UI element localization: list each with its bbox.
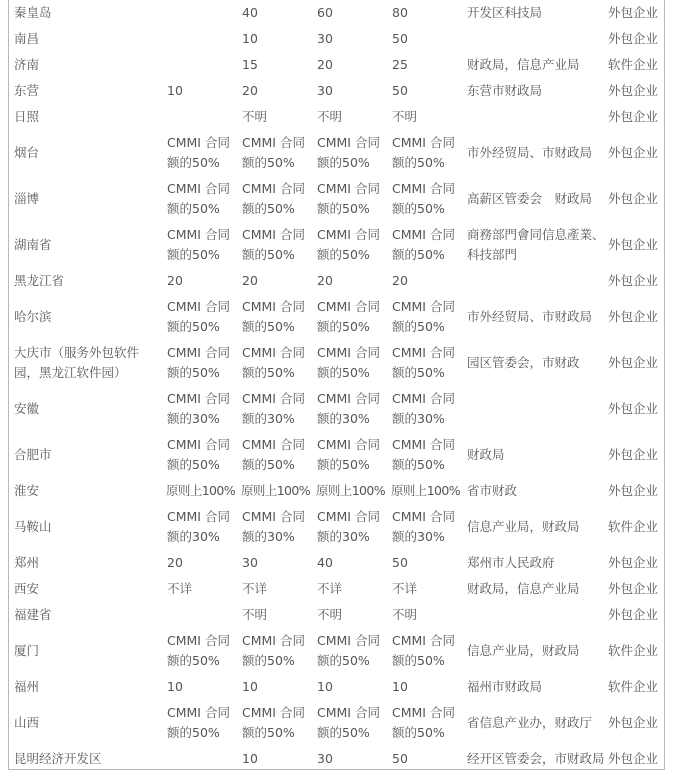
- amount-cell-2: 10: [242, 679, 258, 694]
- enterprise-type-cell: 外包企业: [608, 355, 659, 370]
- amount-cell-1: CMMI 合同额的50%: [167, 227, 230, 262]
- table-row: [9, 176, 665, 222]
- department-cell: 省市财政: [467, 483, 518, 498]
- amount-cell-2: CMMI 合同额的30%: [242, 509, 305, 544]
- department-cell: 开发区科技局: [467, 5, 543, 20]
- department-cell: 经开区管委会，市财政局: [467, 751, 605, 766]
- amount-cell-4: 50: [392, 555, 408, 570]
- amount-cell-1: CMMI 合同额的50%: [167, 299, 230, 334]
- department-cell: [463, 26, 606, 52]
- amount-cell-3: CMMI 合同额的50%: [317, 633, 380, 668]
- amount-cell-1: 10: [167, 679, 183, 694]
- amount-cell-4: 20: [392, 273, 408, 288]
- table-row: [9, 340, 665, 386]
- table-row: [9, 628, 665, 674]
- amount-cell-1: CMMI 合同额的50%: [167, 437, 230, 472]
- city-cell: 哈尔滨: [14, 309, 52, 324]
- department-cell: 信息产业局，财政局: [467, 643, 580, 658]
- amount-cell-2: CMMI 合同额的50%: [242, 227, 305, 262]
- amount-cell-3: CMMI 合同额的30%: [317, 391, 380, 426]
- city-cell: 东营: [14, 83, 40, 98]
- enterprise-type-cell: 外包企业: [608, 401, 659, 416]
- table-row: [9, 130, 665, 176]
- amount-cell-1: 20: [167, 555, 183, 570]
- amount-cell-2: CMMI 合同额的50%: [242, 633, 305, 668]
- department-cell: 商務部門會同信息產業、科技部門: [467, 227, 605, 262]
- enterprise-type-cell: 外包企业: [608, 483, 659, 498]
- city-cell: 南昌: [14, 31, 40, 46]
- amount-cell-3: CMMI 合同额的50%: [317, 135, 380, 170]
- amount-cell-2: 10: [242, 31, 258, 46]
- department-cell: [463, 104, 606, 130]
- city-cell: 日照: [14, 109, 40, 124]
- enterprise-type-cell: 外包企业: [608, 273, 659, 288]
- table-row: [9, 550, 665, 576]
- enterprise-type-cell: 外包企业: [608, 109, 659, 124]
- department-cell: 省信息产业办，财政厅: [467, 715, 593, 730]
- enterprise-type-cell: 外包企业: [608, 607, 659, 622]
- city-cell: 福州: [14, 679, 40, 694]
- amount-cell-1: CMMI 合同额的50%: [167, 633, 230, 668]
- department-cell: 市外经贸局、市财政局: [467, 145, 593, 160]
- amount-cell-4: 不明: [392, 109, 418, 124]
- amount-cell-1: [163, 26, 238, 52]
- department-cell: 财政局，信息产业局: [467, 581, 580, 596]
- enterprise-type-cell: 外包企业: [608, 309, 659, 324]
- amount-cell-2: CMMI 合同额的50%: [242, 135, 305, 170]
- table-row: [9, 432, 665, 478]
- amount-cell-2: 30: [242, 555, 258, 570]
- amount-cell-4: CMMI 合同额的30%: [392, 391, 455, 426]
- department-cell: 信息产业局，财政局: [467, 519, 580, 534]
- amount-cell-1: CMMI 合同额的30%: [167, 509, 230, 544]
- table-row: [9, 26, 665, 52]
- amount-cell-2: 10: [242, 751, 258, 766]
- table-row: [9, 478, 665, 504]
- amount-cell-2: 原则上100%: [241, 483, 311, 498]
- department-cell: 财政局: [467, 447, 505, 462]
- enterprise-type-cell: 外包企业: [608, 31, 659, 46]
- amount-cell-2: 20: [242, 83, 258, 98]
- table-row: [9, 294, 665, 340]
- enterprise-type-cell: 外包企业: [608, 145, 659, 160]
- table-row: [9, 386, 665, 432]
- department-cell: 园区管委会，市财政: [467, 355, 580, 370]
- enterprise-type-cell: 外包企业: [608, 751, 659, 766]
- enterprise-type-cell: 外包企业: [608, 237, 659, 252]
- amount-cell-4: 50: [392, 751, 408, 766]
- amount-cell-4: 80: [392, 5, 408, 20]
- enterprise-type-cell: 外包企业: [608, 447, 659, 462]
- amount-cell-1: [163, 746, 238, 772]
- amount-cell-4: 原则上100%: [391, 483, 461, 498]
- amount-cell-3: 20: [317, 273, 333, 288]
- amount-cell-3: 30: [317, 751, 333, 766]
- amount-cell-2: CMMI 合同额的50%: [242, 299, 305, 334]
- amount-cell-4: CMMI 合同额的50%: [392, 345, 455, 380]
- table-row: [9, 674, 665, 700]
- amount-cell-1: [163, 0, 238, 26]
- amount-cell-3: CMMI 合同额的50%: [317, 437, 380, 472]
- amount-cell-3: 30: [317, 31, 333, 46]
- department-cell: 福州市财政局: [467, 679, 543, 694]
- city-cell: 山西: [14, 715, 40, 730]
- department-cell: 市外经贸局、市财政局: [467, 309, 593, 324]
- amount-cell-4: CMMI 合同额的50%: [392, 135, 455, 170]
- city-cell: 济南: [14, 57, 40, 72]
- amount-cell-4: 10: [392, 679, 408, 694]
- amount-cell-1: 20: [167, 273, 183, 288]
- amount-cell-2: 不明: [242, 607, 268, 622]
- amount-cell-4: 25: [392, 57, 408, 72]
- amount-cell-3: 40: [317, 555, 333, 570]
- city-cell: 黑龙江省: [14, 273, 65, 288]
- department-cell: 郑州市人民政府: [467, 555, 555, 570]
- city-cell: 马鞍山: [14, 519, 52, 534]
- city-cell: 淄博: [14, 191, 40, 206]
- table-row: [9, 78, 665, 104]
- amount-cell-4: CMMI 合同额的50%: [392, 227, 455, 262]
- department-cell: [463, 386, 606, 432]
- department-cell: 高薪区管委会 财政局: [467, 191, 593, 206]
- amount-cell-3: CMMI 合同额的50%: [317, 705, 380, 740]
- city-cell: 秦皇岛: [14, 5, 52, 20]
- enterprise-type-cell: 外包企业: [608, 83, 659, 98]
- amount-cell-4: CMMI 合同额的50%: [392, 705, 455, 740]
- amount-cell-2: CMMI 合同额的50%: [242, 705, 305, 740]
- amount-cell-3: 不明: [317, 109, 343, 124]
- subsidy-table: [9, 0, 665, 772]
- amount-cell-3: CMMI 合同额的50%: [317, 227, 380, 262]
- department-cell: [463, 268, 606, 294]
- amount-cell-1: CMMI 合同额的50%: [167, 181, 230, 216]
- amount-cell-1: CMMI 合同额的50%: [167, 705, 230, 740]
- amount-cell-3: 原则上100%: [316, 483, 386, 498]
- amount-cell-1: 原则上100%: [166, 483, 236, 498]
- amount-cell-4: 不明: [392, 607, 418, 622]
- amount-cell-2: 不明: [242, 109, 268, 124]
- department-cell: 东营市财政局: [467, 83, 543, 98]
- enterprise-type-cell: 外包企业: [608, 715, 659, 730]
- amount-cell-4: CMMI 合同额的50%: [392, 437, 455, 472]
- amount-cell-3: 60: [317, 5, 333, 20]
- amount-cell-1: [163, 52, 238, 78]
- city-cell: 郑州: [14, 555, 40, 570]
- enterprise-type-cell: 软件企业: [608, 679, 659, 694]
- amount-cell-4: CMMI 合同额的50%: [392, 633, 455, 668]
- city-cell: 合肥市: [14, 447, 52, 462]
- table-row: [9, 0, 665, 26]
- enterprise-type-cell: 外包企业: [608, 191, 659, 206]
- amount-cell-1: 10: [167, 83, 183, 98]
- city-cell: 福建省: [14, 607, 52, 622]
- amount-cell-4: 50: [392, 83, 408, 98]
- amount-cell-3: 30: [317, 83, 333, 98]
- amount-cell-1: 不详: [167, 581, 193, 596]
- table-row: [9, 576, 665, 602]
- amount-cell-4: CMMI 合同额的50%: [392, 181, 455, 216]
- table-row: [9, 104, 665, 130]
- department-cell: 财政局，信息产业局: [467, 57, 580, 72]
- table-row: [9, 700, 665, 746]
- amount-cell-2: 40: [242, 5, 258, 20]
- amount-cell-1: CMMI 合同额的50%: [167, 345, 230, 380]
- amount-cell-2: CMMI 合同额的50%: [242, 181, 305, 216]
- enterprise-type-cell: 外包企业: [608, 555, 659, 570]
- amount-cell-4: CMMI 合同额的30%: [392, 509, 455, 544]
- amount-cell-2: 20: [242, 273, 258, 288]
- table-row: [9, 222, 665, 268]
- amount-cell-1: CMMI 合同额的50%: [167, 135, 230, 170]
- city-cell: 淮安: [14, 483, 40, 498]
- amount-cell-2: CMMI 合同额的50%: [242, 437, 305, 472]
- amount-cell-1: CMMI 合同额的30%: [167, 391, 230, 426]
- amount-cell-2: CMMI 合同额的50%: [242, 345, 305, 380]
- amount-cell-3: 不详: [317, 581, 343, 596]
- amount-cell-2: 不详: [242, 581, 268, 596]
- amount-cell-3: 20: [317, 57, 333, 72]
- enterprise-type-cell: 软件企业: [608, 57, 659, 72]
- amount-cell-4: 不详: [392, 581, 418, 596]
- amount-cell-1: [163, 602, 238, 628]
- enterprise-type-cell: 软件企业: [608, 643, 659, 658]
- amount-cell-3: CMMI 合同额的50%: [317, 345, 380, 380]
- table-frame: [8, 0, 665, 770]
- city-cell: 西安: [14, 581, 40, 596]
- table-row: [9, 602, 665, 628]
- enterprise-type-cell: 软件企业: [608, 519, 659, 534]
- amount-cell-1: [163, 104, 238, 130]
- amount-cell-3: CMMI 合同额的50%: [317, 181, 380, 216]
- amount-cell-3: CMMI 合同额的30%: [317, 509, 380, 544]
- table-row: [9, 746, 665, 772]
- enterprise-type-cell: 外包企业: [608, 5, 659, 20]
- amount-cell-4: 50: [392, 31, 408, 46]
- table-body: [9, 0, 665, 772]
- amount-cell-3: 不明: [317, 607, 343, 622]
- city-cell: 安徽: [14, 401, 40, 416]
- enterprise-type-cell: 外包企业: [608, 581, 659, 596]
- table-row: [9, 268, 665, 294]
- amount-cell-3: CMMI 合同额的50%: [317, 299, 380, 334]
- city-cell: 湖南省: [14, 237, 52, 252]
- amount-cell-3: 10: [317, 679, 333, 694]
- city-cell: 昆明经济开发区: [14, 751, 102, 766]
- department-cell: [463, 602, 606, 628]
- city-cell: 厦门: [14, 643, 40, 658]
- table-row: [9, 52, 665, 78]
- table-row: [9, 504, 665, 550]
- amount-cell-2: CMMI 合同额的30%: [242, 391, 305, 426]
- amount-cell-2: 15: [242, 57, 258, 72]
- city-cell: 大庆市（服务外包软件园，黑龙江软件园）: [14, 345, 140, 380]
- city-cell: 烟台: [14, 145, 40, 160]
- amount-cell-4: CMMI 合同额的50%: [392, 299, 455, 334]
